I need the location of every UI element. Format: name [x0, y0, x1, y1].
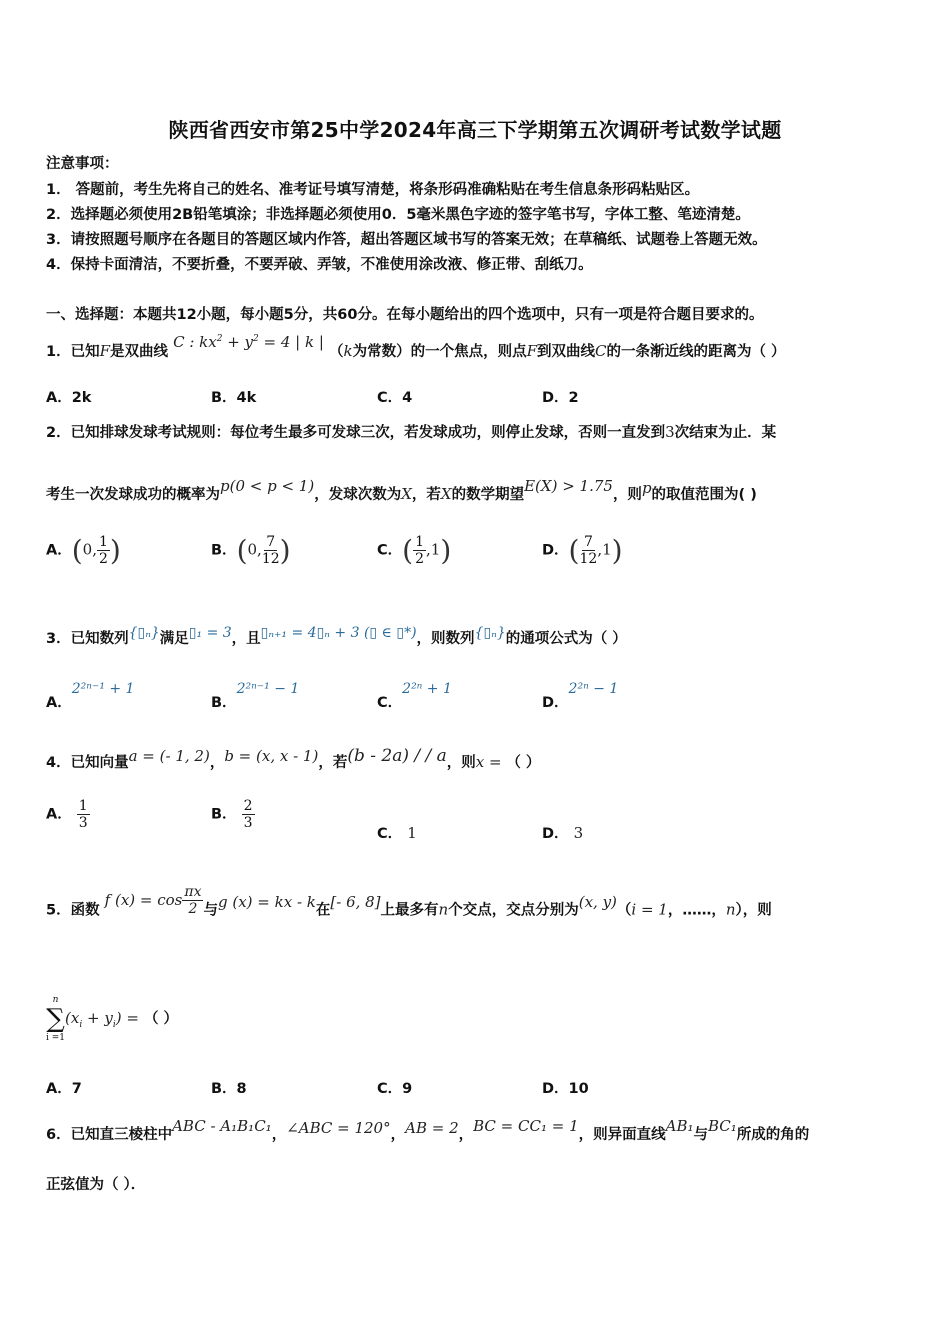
q6-line-1: AB₁	[665, 1117, 694, 1135]
q3-text-a: 3．已知数列	[46, 631, 129, 647]
q2-b-left: 0,	[247, 540, 262, 559]
q4-option-d[interactable]	[542, 822, 583, 843]
q6-line-two: 正弦值为（ ）．	[46, 1177, 146, 1193]
q6-text-d: ，	[458, 1127, 474, 1143]
q4-option-a-label: A．	[46, 806, 72, 823]
q3-recurrence: ▯ₙ₊₁ = 4▯ₙ + 3 (▯ ∈ ▯*)	[260, 625, 417, 641]
q3-text-b: 满足	[159, 631, 189, 647]
q2-text-2e: ，则	[612, 487, 642, 503]
q5-text-d: 上最多有	[380, 902, 439, 919]
q5-paren: （ ）	[143, 1011, 179, 1027]
q3-option-a-expr: 2²ⁿ⁻¹ + 1	[71, 681, 135, 697]
q5-f	[104, 884, 204, 917]
q4-a-den: 3	[78, 815, 88, 831]
q4-text-c: ，若	[318, 755, 348, 771]
q3-option-d[interactable]	[542, 681, 619, 712]
q2-text-2d: 的数学期望	[451, 487, 525, 503]
q2-option-c-label: C．	[377, 542, 403, 559]
q3-seq: {▯ₙ}	[128, 625, 160, 641]
q2-text-2b: ，发球次数为	[314, 487, 402, 503]
q2-c-num: 1	[415, 534, 425, 550]
q5-option-c[interactable]: C．9	[377, 1081, 413, 1097]
q1-text-a: 1．已知	[46, 344, 100, 360]
question-2-line-1	[46, 421, 776, 442]
q5-f-num: πx	[184, 884, 202, 900]
q4-b-den: 3	[243, 815, 253, 831]
question-4	[46, 746, 541, 772]
q1-F: F	[99, 342, 111, 360]
q5-g: g (x) = kx - k	[217, 892, 316, 911]
q1-F2: F	[526, 342, 537, 360]
q4-vector-a: a = (- 1, 2)	[128, 747, 210, 765]
q4-a-num: 1	[78, 798, 88, 814]
q1-math-sup-2: 2	[253, 334, 259, 344]
q2-option-d[interactable]	[542, 534, 623, 567]
q4-option-b[interactable]	[211, 798, 255, 831]
q5-text-e: 个交点，交点分别为	[448, 902, 579, 919]
q5-text-f: （	[616, 902, 632, 919]
q1-text-d: 为常数）的一个焦点，则点	[352, 344, 527, 360]
q1-hyperbola	[173, 333, 324, 351]
q5-f-frac	[182, 884, 203, 917]
q5-text-a: 5．函数	[46, 902, 100, 919]
q2-a-left: 0,	[82, 540, 97, 559]
q4-a-frac	[77, 798, 90, 831]
sigma-icon: ∑	[46, 1004, 65, 1034]
q1-math-sup-1: 2	[216, 334, 223, 344]
q2-d-right: ,1	[597, 540, 612, 559]
q2-c-rparen: )	[440, 534, 452, 567]
q2-text-1a: 2．已知排球发球考试规则：每位考生最多可发球三次，若发球成功，则停止发球，否则一直发到	[46, 425, 666, 441]
q5-text-c: 在	[315, 902, 331, 919]
q5-n2: n	[725, 900, 736, 919]
q5-interval: [- 6, 8]	[330, 892, 381, 911]
q1-option-c[interactable]: C．4	[377, 390, 413, 406]
q2-c-lparen: (	[402, 534, 414, 567]
q5-sum-sub-2: i	[112, 1020, 116, 1030]
q6-prism: ABC - A₁B₁C₁	[172, 1117, 272, 1135]
q2-option-c[interactable]	[377, 534, 451, 567]
q5-f-expr: f (x) = cos	[104, 890, 183, 909]
q4-option-c[interactable]	[377, 822, 417, 843]
q2-d-frac	[579, 534, 597, 567]
q2-a-den: 2	[98, 551, 108, 567]
q6-text-b: ，	[271, 1127, 287, 1143]
q2-expectation: E(X) > 1.75	[524, 477, 613, 495]
q2-d-den: 12	[579, 551, 598, 567]
q4-b-frac	[242, 798, 255, 831]
q2-option-a[interactable]	[46, 534, 121, 567]
q1-text-e: 到双曲线	[537, 344, 595, 360]
q6-line-2: BC₁	[708, 1117, 737, 1135]
q2-text-2c: ，若	[411, 487, 441, 503]
q4-vector-b: b = (x, x - 1)	[224, 747, 319, 765]
question-2-line-2	[46, 477, 757, 504]
q4-text-d: ，则	[446, 755, 476, 771]
q5-sum-sub-1: i	[79, 1020, 83, 1030]
question-3	[46, 627, 627, 648]
q2-text-2f: 的取值范围为( )	[651, 487, 757, 503]
q1-k: k	[343, 342, 353, 360]
q5-i: i = 1	[631, 900, 668, 919]
q2-d-num: 7	[583, 534, 593, 550]
q2-option-b-label: B．	[211, 542, 237, 559]
q4-b-num: 2	[243, 798, 253, 814]
q5-sum-bottom: i =1	[46, 1033, 66, 1043]
q3-option-b-label: B．	[211, 695, 237, 711]
q5-f-den: 2	[188, 901, 198, 917]
q3-option-a-label: A．	[46, 695, 72, 711]
q6-text-a: 6．已知直三棱柱中	[46, 1127, 173, 1143]
q2-p: p	[641, 479, 652, 497]
q5-text-g: ，……，	[667, 902, 726, 919]
q2-d-lparen: (	[568, 534, 580, 567]
q2-b-num: 7	[266, 534, 276, 550]
question-1	[46, 333, 786, 361]
q3-first-term: ▯₁ = 3	[188, 625, 232, 641]
notice-item-1: 1． 答题前，考生先将自己的姓名、准考证号填写清楚，将条形码准确粘贴在考生信息条形码粘贴区。	[46, 182, 700, 198]
q5-sum-top: n	[52, 995, 59, 1005]
q4-condition: (b - 2a) / / a	[347, 746, 447, 766]
q5-text-b: 与	[203, 902, 218, 919]
q6-ab: AB = 2	[405, 1119, 459, 1137]
q2-option-a-label: A．	[46, 542, 72, 559]
q2-b-den: 12	[261, 551, 280, 567]
notice-heading: 注意事项：	[46, 156, 119, 172]
q3-option-b-expr: 2²ⁿ⁻¹ − 1	[236, 681, 300, 697]
q2-three: 3	[665, 423, 675, 441]
q1-option-a[interactable]: A．2k	[46, 390, 92, 406]
q4-option-c-label: C．	[377, 826, 403, 842]
q2-b-rparen: )	[279, 534, 291, 567]
q5-option-b[interactable]: B．8	[211, 1081, 247, 1097]
q5-n: n	[438, 900, 449, 919]
q3-option-d-label: D．	[542, 695, 569, 711]
q4-option-b-label: B．	[211, 806, 237, 823]
q1-math-2: + y	[222, 333, 254, 351]
notice-item-4: 4．保持卡面清洁，不要折叠，不要弄破、弄皱，不准使用涂改液、修正带、刮纸刀。	[46, 257, 593, 273]
q4-x: x =	[475, 753, 507, 771]
q4-text-e: （ ）	[506, 755, 541, 771]
q2-b-lparen: (	[236, 534, 248, 567]
q4-text-a: 4．已知向量	[46, 755, 129, 771]
section-heading: 一、选择题：本题共12小题，每小题5分，共60分。在每小题给出的四个选项中，只有一项是符合题目要求的。	[46, 307, 764, 323]
q1-option-b[interactable]: B．4k	[211, 390, 257, 406]
q2-b-frac	[262, 534, 280, 567]
q2-X2: X	[440, 485, 452, 503]
notice-item-3: 3．请按照题号顺序在各题目的答题区域内作答，超出答题区域书写的答案无效；在草稿纸、试题卷上答题无效。	[46, 232, 767, 248]
q5-option-a[interactable]: A．7	[46, 1081, 82, 1097]
q3-text-e: 的通项公式为（ ）	[505, 631, 627, 647]
q4-option-c-value: 1	[407, 824, 417, 842]
q1-math-1: C : kx	[173, 333, 217, 351]
q2-a-num: 1	[98, 534, 108, 550]
q5-sigma	[46, 994, 65, 1044]
q5-sum-body	[65, 1009, 139, 1030]
q2-text-1b: 次结束为止．某	[674, 425, 777, 441]
page-title: 陕西省西安市第25中学2024年高三下学期第五次调研考试数学试题	[168, 118, 782, 142]
q2-c-frac	[413, 534, 426, 567]
q3-option-c[interactable]	[377, 681, 452, 712]
q5-sum-close: ) =	[115, 1009, 139, 1027]
q5-sum-mid: + y	[82, 1009, 113, 1027]
q3-seq-2: {▯ₙ}	[474, 625, 506, 641]
q2-a-lparen: (	[71, 534, 83, 567]
q2-c-right: ,1	[426, 540, 441, 559]
q2-a-frac	[97, 534, 110, 567]
notice-item-2: 2．选择题必须使用2B铅笔填涂；非选择题必须使用0．5毫米黑色字迹的签字笔书写，字体工整、笔迹清楚。	[46, 207, 750, 223]
q5-sum-line	[46, 994, 178, 1044]
q2-X: X	[401, 485, 412, 503]
q2-a-rparen: )	[109, 534, 121, 567]
q2-d-rparen: )	[611, 534, 623, 567]
q2-text-2a: 考生一次发球成功的概率为	[46, 487, 220, 503]
q4-option-d-value: 3	[573, 824, 584, 842]
q6-angle: ∠ABC = 120°	[286, 1119, 391, 1137]
q4-option-a[interactable]	[46, 798, 90, 831]
q6-text-f: 与	[693, 1127, 708, 1143]
question-6	[46, 1117, 810, 1144]
q3-option-b[interactable]	[211, 681, 300, 712]
q4-text-b: ，	[209, 755, 225, 771]
q3-option-a[interactable]	[46, 681, 135, 712]
q5-text-h: ），则	[735, 902, 772, 919]
q6-text-g: 所成的角的	[736, 1127, 810, 1143]
q1-text-b: 是双曲线	[110, 344, 169, 360]
q6-bc: BC = CC₁ = 1	[473, 1117, 579, 1135]
q2-option-d-label: D．	[542, 542, 569, 559]
q3-text-c: ，且	[231, 631, 261, 647]
q1-C: C	[595, 342, 607, 360]
q5-point: (x, y)	[578, 892, 617, 911]
q6-text-e: ，则异面直线	[578, 1127, 666, 1143]
q5-sum-open: (x	[65, 1009, 80, 1027]
q2-c-den: 2	[415, 551, 425, 567]
q3-option-d-expr: 2²ⁿ − 1	[568, 681, 619, 697]
q5-option-d[interactable]: D．10	[542, 1081, 589, 1097]
q2-p-range: p(0 < p < 1)	[220, 477, 315, 495]
q6-text-c: ，	[390, 1127, 406, 1143]
q1-option-d[interactable]: D．2	[542, 390, 579, 406]
q1-text-f: 的一条渐近线的距离为（ ）	[606, 344, 786, 360]
q1-text-c: （	[328, 344, 344, 360]
q1-math-3: = 4 | k |	[258, 333, 324, 351]
q3-option-c-expr: 2²ⁿ + 1	[402, 681, 452, 697]
q3-text-d: ，则数列	[416, 631, 475, 647]
q3-option-c-label: C．	[377, 695, 403, 711]
q4-option-d-label: D．	[542, 826, 569, 842]
q2-option-b[interactable]	[211, 534, 291, 567]
